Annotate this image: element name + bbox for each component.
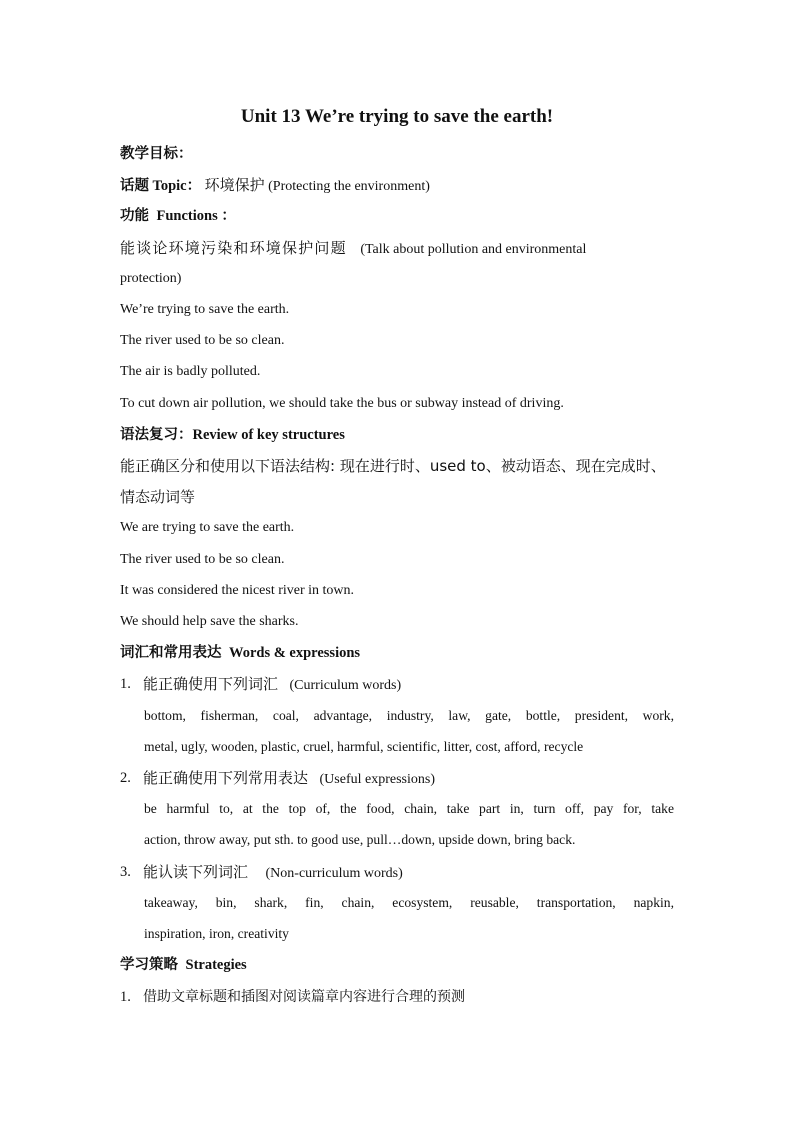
list-number: 3.: [120, 864, 131, 880]
topic-text-cn: 环境保护: [204, 176, 265, 194]
document-title: Unit 13 We’re trying to save the earth!: [240, 106, 554, 127]
vocab-item-words: action, throw away, put sth. to good use, pull…down, upside down, bring back.: [144, 832, 576, 847]
grammar-example: It was considered the nicest river in town.: [120, 583, 355, 598]
grammar-heading: 语法复习：Review of key structures: [120, 427, 345, 443]
vocab-heading: 词汇和常用表达 Words & expressions: [120, 645, 361, 661]
objectives-heading: 教学目标：: [120, 146, 193, 162]
functions-description-cont: protection): [120, 271, 182, 286]
vocab-item-words: bottom, fisherman, coal, advantage, industry, law, gate, bottle, president, work,: [144, 708, 674, 723]
list-number: 1.: [120, 676, 131, 692]
grammar-description: 能正确区分和使用以下语法结构: 现在进行时、used to、被动语态、现在完成时、: [120, 457, 666, 475]
strategies-heading: 学习策略 Strategies: [120, 957, 247, 973]
grammar-example: We should help save the sharks.: [120, 614, 299, 629]
grammar-description-cont: 情态动词等: [120, 488, 196, 506]
vocab-item-words: metal, ugly, wooden, plastic, cruel, harmful, scientific, litter, cost, afford, recycle: [144, 739, 584, 754]
grammar-example: We are trying to save the earth.: [120, 520, 295, 535]
list-number: 1.: [120, 989, 131, 1005]
functions-description: 能谈论环境污染和环境保护问题 (Talk about pollution and environmental: [120, 239, 587, 257]
topic-text-en: (Protecting the environment): [268, 179, 430, 194]
vocab-item-title: 能认读下列词汇 (Non-curriculum words): [143, 863, 403, 881]
vocab-item-words: inspiration, iron, creativity: [144, 926, 289, 941]
topic-label-en: Topic：: [152, 178, 202, 194]
list-number: 2.: [120, 770, 131, 786]
topic-label-cn: 话题: [120, 178, 149, 194]
functions-example: We’re trying to save the earth.: [120, 302, 290, 317]
functions-example: The air is badly polluted.: [120, 364, 261, 379]
functions-heading: 功能 Functions ：: [120, 208, 236, 224]
vocab-item-words: takeaway, bin, shark, fin, chain, ecosystem, reusable, transportation, napkin,: [144, 895, 674, 910]
grammar-example: The river used to be so clean.: [120, 552, 285, 567]
strategy-item: 借助文章标题和插图对阅读篇章内容进行合理的预测: [143, 989, 465, 1005]
topic-line: [120, 175, 430, 197]
vocab-item-title: 能正确使用下列常用表达 (Useful expressions): [143, 769, 435, 787]
functions-example: To cut down air pollution, we should take the bus or subway instead of driving.: [120, 396, 564, 411]
functions-example: The river used to be so clean.: [120, 333, 285, 348]
vocab-item-title: 能正确使用下列词汇 (Curriculum words): [143, 675, 402, 693]
vocab-item-words: be harmful to, at the top of, the food, chain, take part in, turn off, pay for, take: [144, 801, 674, 816]
